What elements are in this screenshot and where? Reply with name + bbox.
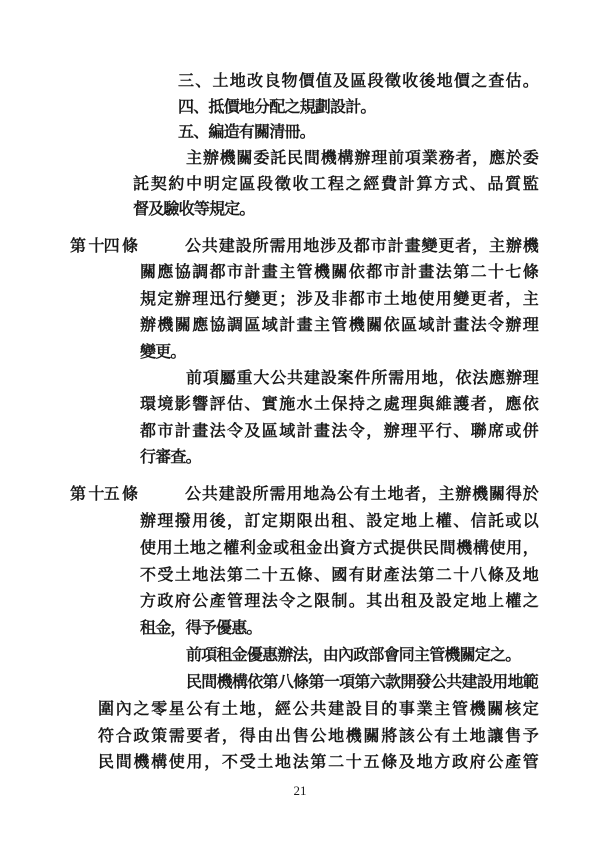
- text-block-continuation-paragraphs: [0, 69, 600, 223]
- text-line: 都市計畫法令及區域計畫法令，辦理平行、聯席或併: [140, 422, 538, 440]
- article-first-line-text: 公共建設所需用地為公有土地者，主辦機關得於: [185, 486, 538, 503]
- text-line: 環境影響評估、實施水土保持之處理與維護者，應依: [140, 396, 538, 414]
- text-line: [0, 482, 600, 509]
- page-number: 21: [293, 783, 307, 798]
- text-line: 辦機關應協調區域計畫主管機關依區域計畫法令辦理: [140, 317, 538, 335]
- text-line: [0, 234, 600, 260]
- text-line: 規定辦理迅行變更；涉及非都市土地使用變更者，主: [140, 290, 538, 308]
- text-block-article-15: [0, 482, 600, 777]
- text-line: 託契約中明定區段徵收工程之經費計算方式、品質監: [133, 175, 538, 193]
- article-number-label: 第 十四 條: [70, 238, 138, 255]
- article-first-line-text: 公共建設所需用地涉及都市計畫變更者，主辦機: [185, 238, 538, 255]
- text-line: 前項屬重大公共建設案件所需用地，依法應辦理: [186, 369, 538, 387]
- text-line: 不受土地法第二十五條、國有財產法第二十八條及地: [140, 566, 538, 584]
- text-line: 辦理撥用後，訂定期限出租、設定地上權、信託或以: [140, 512, 538, 530]
- text-line: 租金，得予優惠。: [140, 620, 262, 638]
- text-line: 督及驗收等規定。: [133, 201, 255, 219]
- text-line: 使用土地之權利金或租金出資方式提供民間機構使用，: [140, 539, 538, 557]
- text-line: 方政府公產管理法令之限制。其出租及設定地上權之: [140, 593, 538, 611]
- text-line: 三、土地改良物價值及區段徵收後地價之查估。: [178, 73, 538, 90]
- text-line: 四、抵價地分配之規劃設計。: [178, 98, 376, 116]
- text-line: 符合政策需要者，得由出售公地機關將該公有土地讓售予: [98, 727, 538, 745]
- text-line: 行審查。: [140, 449, 201, 467]
- text-line: 關應協調都市計畫主管機關依都市計畫法第二十七條: [140, 264, 538, 282]
- text-line: 變更。: [140, 343, 186, 361]
- text-line: 民間機構依第八條第一項第六款開發公共建設用地範: [186, 673, 538, 691]
- text-block-article-14: [0, 234, 600, 472]
- article-number-label: 第 十五 條: [70, 486, 138, 503]
- text-line: 主辦機關委託民間機構辦理前項業務者，應於委: [186, 150, 538, 168]
- text-line: 五、編造有關清冊。: [178, 124, 315, 142]
- text-line: 民間機構使用，不受土地法第二十五條及地方政府公產管: [98, 754, 538, 772]
- text-line: 圍內之零星公有土地，經公共建設目的事業主管機關核定: [98, 700, 538, 718]
- text-line: 前項租金優惠辦法，由內政部會同主管機關定之。: [186, 647, 521, 665]
